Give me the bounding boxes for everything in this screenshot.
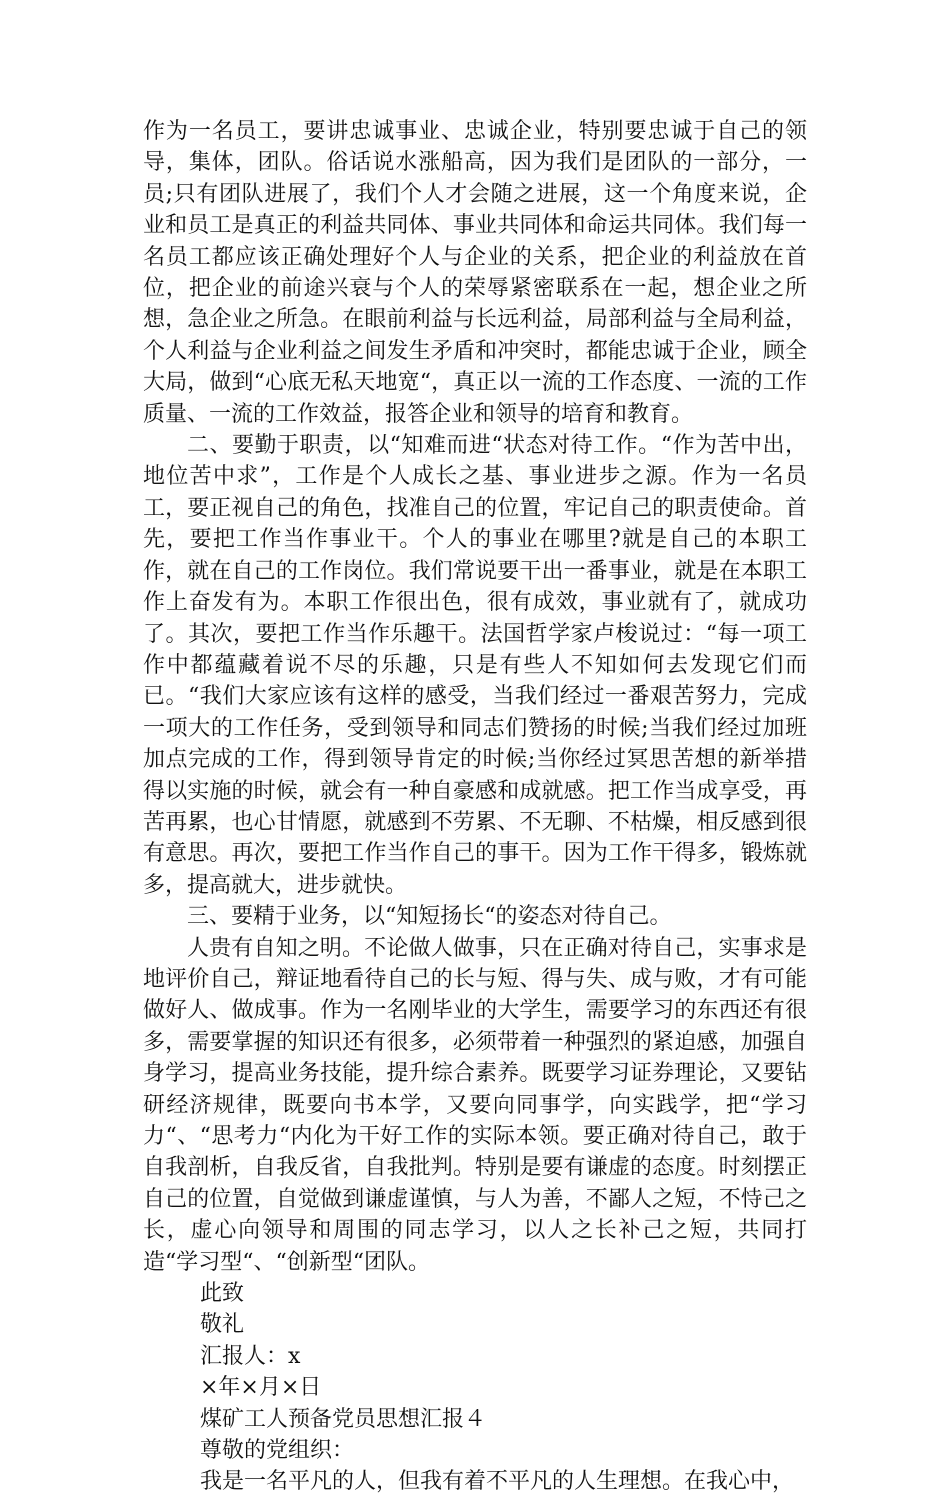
date-line: ×年×月×日 (200, 1375, 322, 1401)
next-report-title: 煤矿工人预备党员思想汇报４ (200, 1406, 487, 1432)
opening-sentence: 我是一名平凡的人，但我有着不平凡的人生理想。在我心中， (200, 1469, 795, 1495)
closing-cizhi: 此致 (200, 1281, 245, 1307)
paragraph-loyalty: 作为一名员工，要讲忠诚事业、忠诚企业，特别要忠诚于自己的领导，集体，团队。俗话说水涨船高，因为我们是团队的一部分，一员;只有团队进展了，我们个人才会随之进展，这一个角度来说，企业和员工是真正的利益共同体、事业共同体和命运共同体。我们每一名员工都应该正确处理好个人与企业的关系，把企业的利益放在首位，把企业的前途兴衰与个人的荣辱紧密联系在一起，想企业之所想，急企业之所急。在眼前利益与长远利益，局部利益与全局利益，个人利益与企业利益之间发生矛盾和冲突时，都能忠诚于企业，顾全大局，做到“心底无私天地宽“，真正以一流的工作态度、一流的工作质量、一流的工作效益，报答企业和领导的培育和教育。 (143, 119, 807, 427)
closing-jingli: 敬礼 (200, 1312, 245, 1338)
paragraph-heading-three: 三、要精于业务，以“知短扬长“的姿态对待自己。 (187, 904, 672, 930)
salutation-line: 尊敬的党组织： (200, 1438, 355, 1464)
reporter-line: 汇报人：x (200, 1343, 301, 1369)
paragraph-diligence: 二、要勤于职责，以“知难而进“状态对待工作。“作为苦中出，地位苦中求”，工作是个人成长之基、事业进步之源。作为一名员工，要正视自己的角色，找准自己的位置，牢记自己的职责使命。首先，要把工作当作事业干。个人的事业在哪里?就是自己的本职工作，就在自己的工作岗位。我们常说要干出一番事业，就是在本职工作上奋发有为。本职工作很出色，很有成效，事业就有了，就成功了。其次，要把工作当作乐趣干。法国哲学家卢梭说过：“每一项工作中都蕴藏着说不尽的乐趣，只是有些人不知如何去发现它们而已。“我们大家应该有这样的感受，当我们经过一番艰苦努力，完成一项大的工作任务，受到领导和同志们赞扬的时候;当我们经过加班加点完成的工作，得到领导肯定的时候;当你经过冥思苦想的新举措得以实施的时候，就会有一种自豪感和成就感。把工作当成享受，再苦再累，也心甘情愿，就感到不劳累、不无聊、不枯燥，相反感到很有意思。再次，要把工作当作自己的事干。因为工作干得多，锻炼就多，提高就大，进步就快。 (143, 433, 807, 898)
document-page (143, 116, 807, 1498)
paragraph-self-knowledge: 人贵有自知之明。不论做人做事，只在正确对待自己，实事求是地评价自己，辩证地看待自己的长与短、得与失、成与败，才有可能做好人、做成事。作为一名刚毕业的大学生，需要学习的东西还有很多，需要掌握的知识还有很多，必须带着一种强烈的紧迫感，加强自身学习，提高业务技能，提升综合素养。既要学习证券理论，又要钻研经济规律，既要向书本学，又要向同事学，向实践学，把“学习力“、“思考力“内化为干好工作的实际本领。要正确对待自己，敢于自我剖析，自我反省，自我批判。特别是要有谦虚的态度。时刻摆正自己的位置，自觉做到谦虚谨慎，与人为善，不鄙人之短，不恃己之长，虚心向领导和周围的同志学习，以人之长补己之短，共同打造“学习型“、“创新型“团队。 (143, 935, 807, 1275)
